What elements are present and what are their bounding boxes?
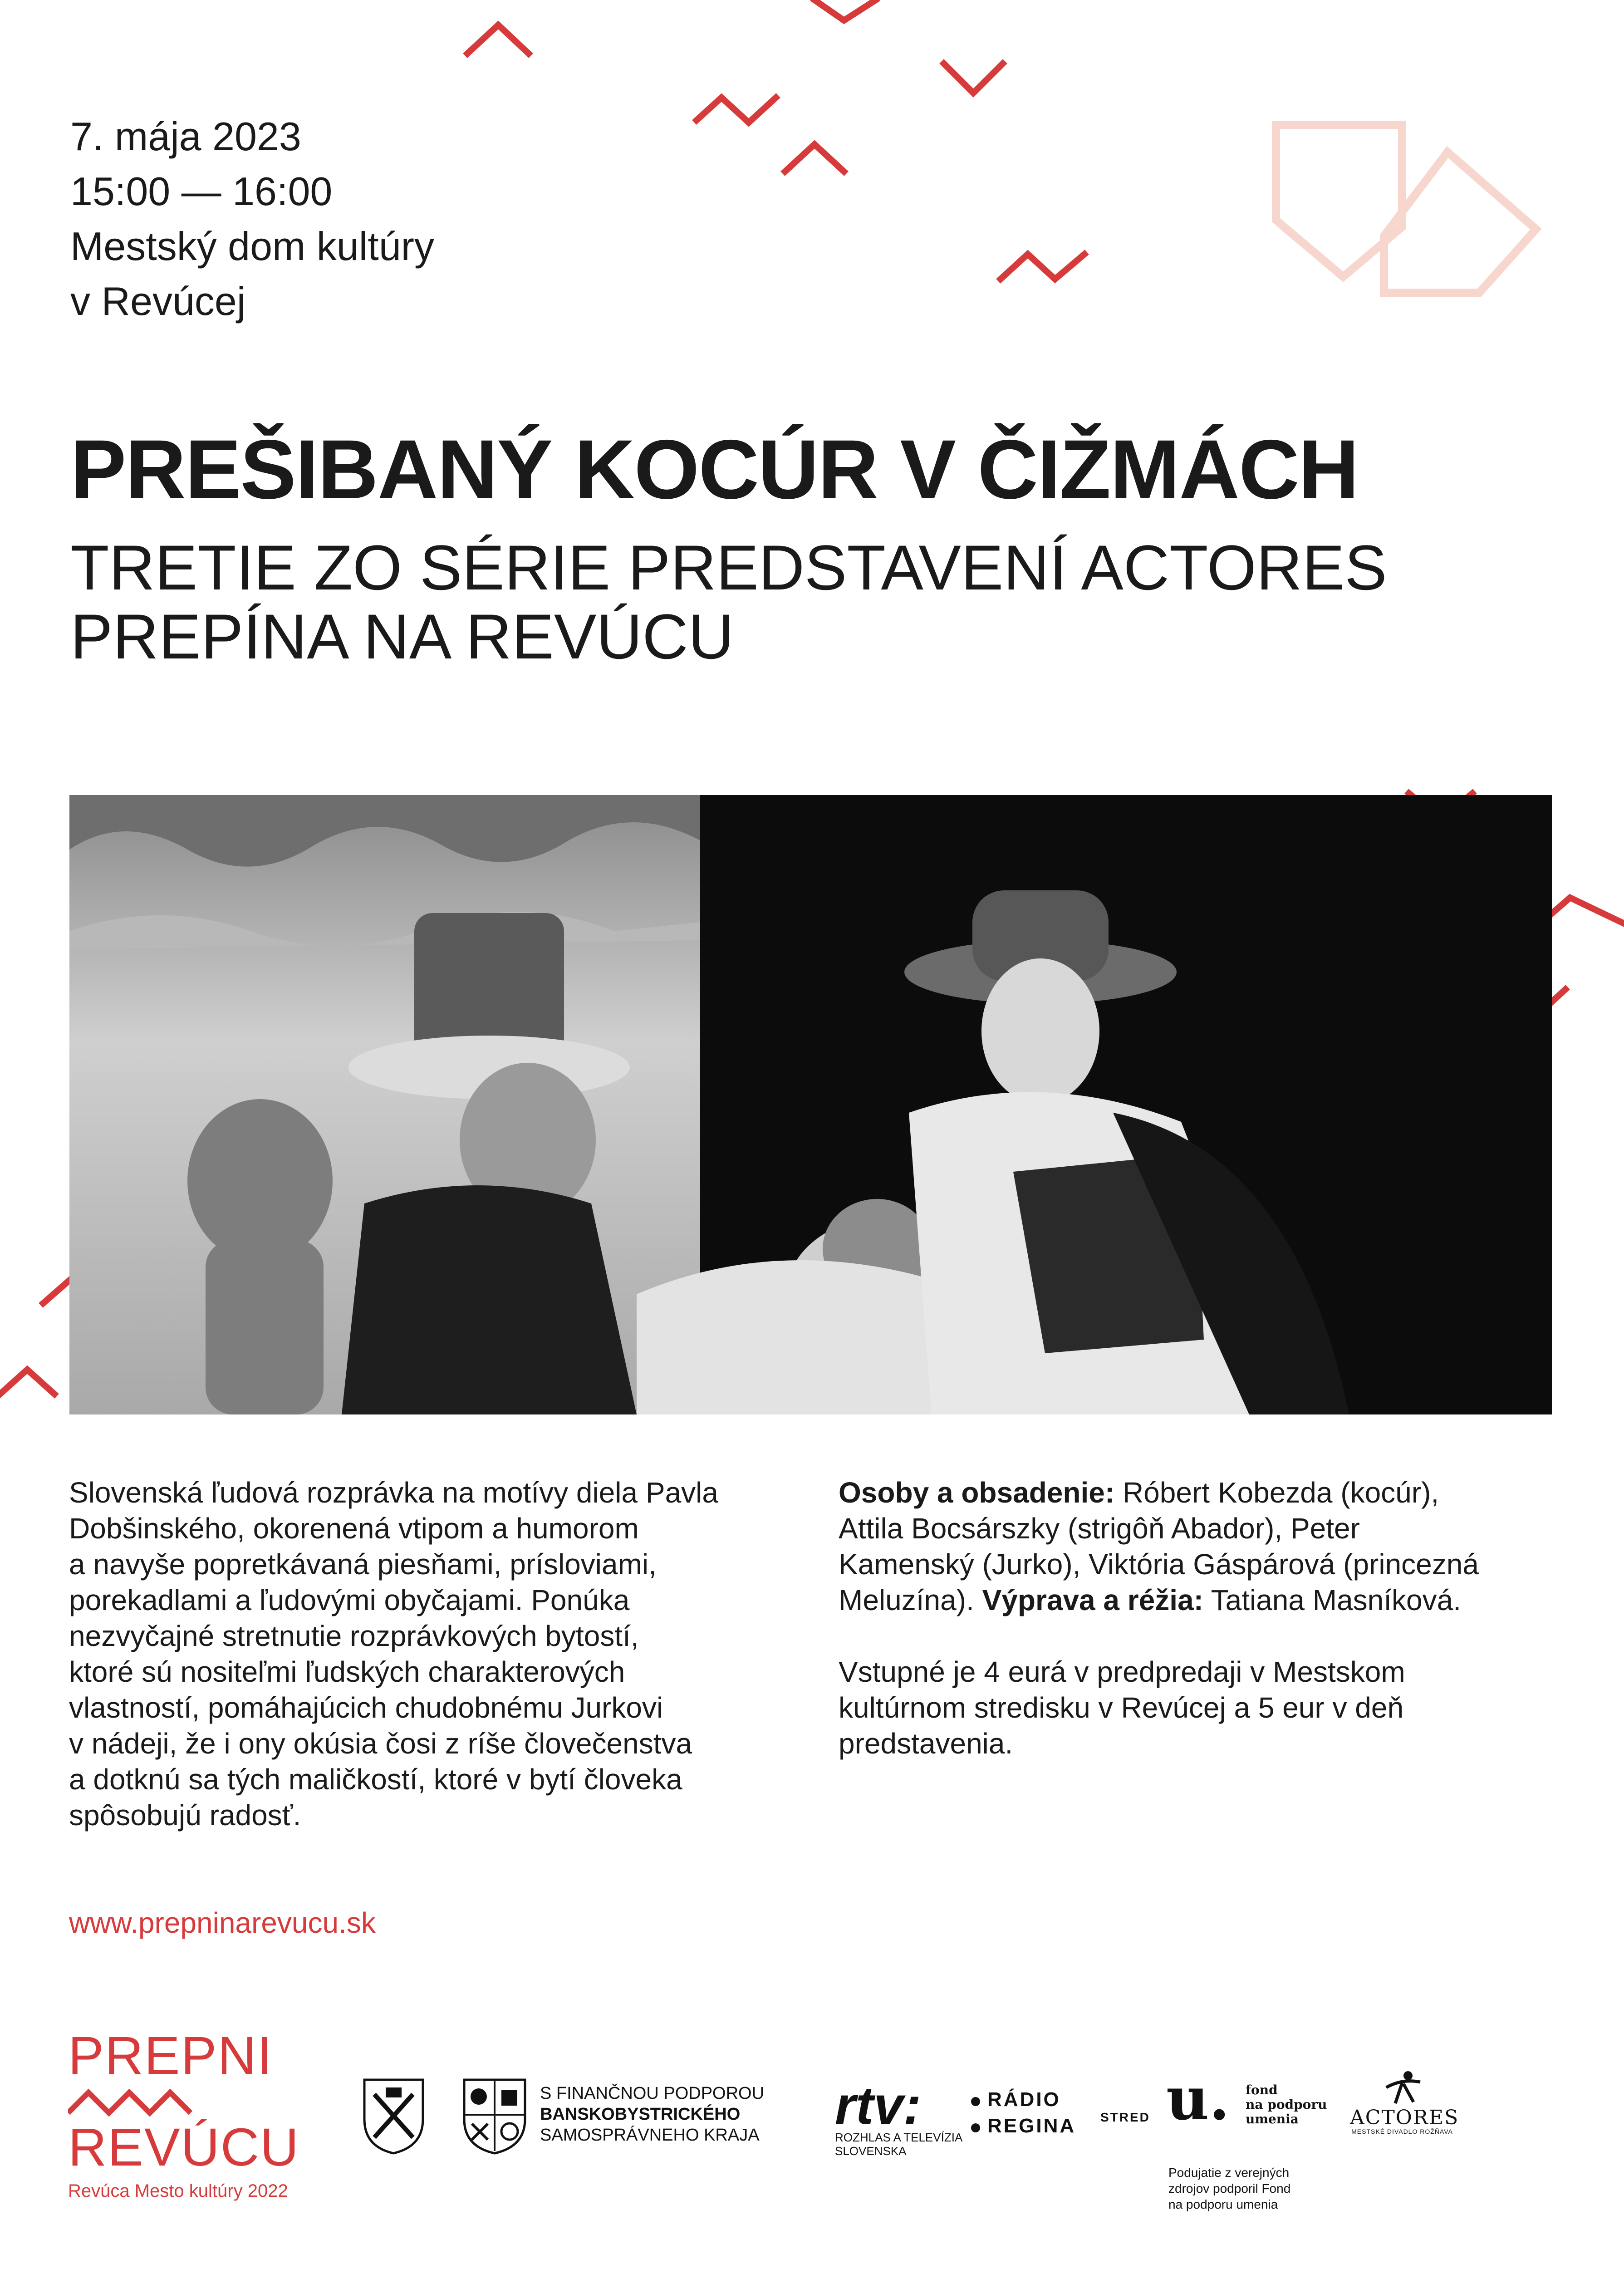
description-line: nezvyčajné stretnutie rozprávkových bytostí, (69, 1620, 639, 1652)
event-info (70, 109, 434, 329)
brand-word1: PREPNI (68, 2026, 273, 2086)
actores-figure-icon (1382, 2069, 1423, 2106)
fond-text2: na podporu (1246, 2097, 1327, 2112)
fond-note-line1: Podujatie z verejných (1168, 2166, 1290, 2180)
revuca-coat-of-arms-icon (361, 2076, 427, 2156)
description-line: Dobšinského, okorenená vtipom a humorom (69, 1512, 639, 1545)
admission-paragraph (839, 1654, 1546, 1762)
rtvs-text1: ROZHLAS A TELEVÍZIA (835, 2131, 963, 2144)
description-line: ktoré sú nositeľmi ľudských charakterových (69, 1655, 625, 1688)
fond-logo-text (1246, 2083, 1327, 2127)
bbsk-line3: SAMOSPRÁVNEHO KRAJA (540, 2126, 760, 2145)
performance-photo (69, 795, 1552, 1414)
cast-line: Attila Bocsárszky (strigôň Abador), Peter (839, 1512, 1360, 1545)
description-line: a dotknú sa tých maličkostí, ktoré v bytí človeka (69, 1763, 682, 1796)
fond-note (1168, 2165, 1290, 2212)
subtitle-line2: PREPÍNA NA REVÚCU (70, 601, 734, 672)
cast-label: Osoby a obsadenie: (839, 1476, 1115, 1509)
brand-word2: REVÚCU (68, 2117, 300, 2177)
description-line: v nádeji, že i ony okúsia čosi z ríše človečenstva (69, 1727, 692, 1760)
radio-regina-logo (971, 2087, 1076, 2139)
rtvs-logo-mark: rtv: (835, 2076, 922, 2136)
event-date: 7. mája 2023 (70, 114, 301, 159)
event-time: 15:00 — 16:00 (70, 169, 333, 214)
bbsk-coat-of-arms-icon (461, 2076, 529, 2156)
actores-logo (1350, 2069, 1459, 2135)
actores-subtitle: MESTSKÉ DIVADLO ROŽŇAVA (1351, 2128, 1453, 2135)
radio-stred: STRED (1100, 2110, 1150, 2124)
brand-tagline: Revúca Mesto kultúry 2022 (68, 2181, 288, 2201)
fond-text3: umenia (1246, 2112, 1299, 2127)
direction-value: Tatiana Masníková. (1203, 1584, 1461, 1616)
direction-label: Výprava a réžia: (982, 1584, 1203, 1616)
page-title: PREŠIBANÝ KOCÚR V ČIŽMÁCH (70, 423, 1359, 516)
admission-line: Vstupné je 4 eurá v predpredaji v Mestskom (839, 1655, 1405, 1688)
radio-word1: RÁDIO (987, 2088, 1061, 2111)
fond-note-line3: na podporu umenia (1168, 2197, 1278, 2211)
bbsk-line1: S FINANČNOU PODPOROU (540, 2084, 765, 2103)
description-line: vlastností, pomáhajúcich chudobnému Jurkovi (69, 1691, 663, 1724)
admission-line: kultúrnom stredisku v Revúcej a 5 eur v deň (839, 1691, 1404, 1724)
prepni-revucu-logo (68, 2028, 299, 2201)
subtitle (70, 533, 1387, 671)
description-line: porekadlami a ľudovými obyčajami. Ponúka (69, 1584, 630, 1616)
fond-text1: fond (1246, 2082, 1278, 2097)
description (69, 1475, 795, 1833)
rtvs-text2: SLOVENSKA (835, 2144, 907, 2158)
actores-wordmark: ACTORES (1350, 2106, 1459, 2129)
brand-zigzag-icon (68, 2086, 204, 2117)
cast-line: Meluzína). (839, 1584, 982, 1616)
radio-word2: REGINA (987, 2115, 1076, 2137)
description-line: spôsobujú radosť. (69, 1799, 301, 1832)
cast-and-admission (839, 1475, 1546, 1798)
fond-note-line2: zdrojov podporil Fond (1168, 2181, 1291, 2195)
fond-logo-mark: u. (1166, 2064, 1230, 2133)
stage-scene-image (69, 795, 1552, 1414)
bbsk-line2: BANSKOBYSTRICKÉHO (540, 2105, 741, 2124)
bbsk-support-text (540, 2083, 764, 2146)
cast-paragraph (839, 1475, 1546, 1618)
description-line: Slovenská ľudová rozprávka na motívy diela Pavla (69, 1476, 718, 1509)
subtitle-line1: TRETIE ZO SÉRIE PREDSTAVENÍ ACTORES (70, 532, 1387, 603)
event-venue-line2: v Revúcej (70, 279, 246, 324)
admission-line: predstavenia. (839, 1727, 1013, 1760)
rtvs-logo (835, 2076, 963, 2158)
website-link[interactable]: www.prepninarevucu.sk (69, 1906, 376, 1939)
event-venue-line1: Mestský dom kultúry (70, 224, 434, 269)
description-line: a navyše popretkávaná piesňami, prísloviami, (69, 1548, 657, 1581)
cast-line: Kamenský (Jurko), Viktória Gáspárová (princezná (839, 1548, 1479, 1581)
cast-line: Róbert Kobezda (kocúr), (1114, 1476, 1439, 1509)
